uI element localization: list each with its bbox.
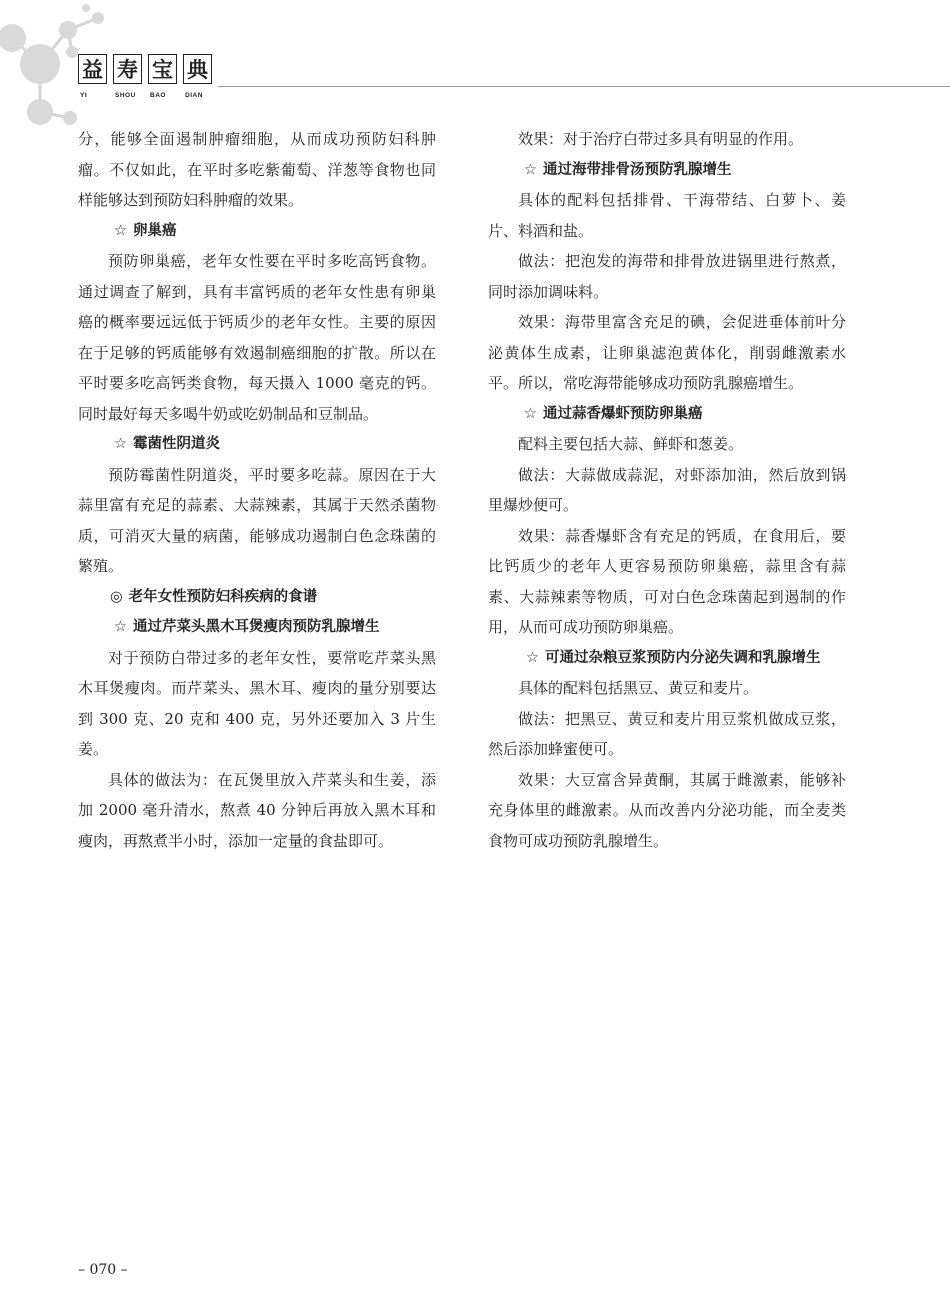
section-heading — [78, 216, 436, 247]
heading-text: 通过蒜香爆虾预防卵巢癌 — [543, 405, 703, 422]
pinyin-syllable: BAO — [150, 92, 166, 99]
title-char: 典 — [183, 54, 212, 84]
paragraph: 配料主要包括大蒜、鲜虾和葱姜。 — [518, 435, 744, 453]
section-heading — [488, 155, 846, 186]
pinyin-syllable: SHOU — [115, 92, 136, 99]
section-heading — [488, 643, 846, 674]
star-icon: ☆ — [114, 436, 127, 452]
book-title-logo — [78, 54, 218, 84]
star-icon: ☆ — [524, 405, 537, 422]
title-char: 寿 — [113, 54, 142, 84]
heading-text: 通过海带排骨汤预防乳腺增生 — [543, 161, 732, 178]
paragraph: 具体的配料包括黑豆、黄豆和麦片。 — [518, 679, 759, 697]
right-column — [488, 124, 846, 856]
heading-text: 霉菌性阴道炎 — [133, 436, 220, 452]
title-char: 宝 — [148, 54, 177, 84]
heading-text: 可通过杂粮豆浆预防内分泌失调和乳腺增生 — [545, 649, 821, 666]
paragraph: 效果：对于治疗白带过多具有明显的作用。 — [518, 130, 804, 148]
section-heading — [78, 429, 436, 460]
left-column — [78, 124, 436, 856]
paragraph: 具体的配料包括排骨、干海带结、白萝卜、姜片、料酒和盐。 — [488, 191, 846, 240]
paragraph: 做法：大蒜做成蒜泥，对虾添加油，然后放到锅里爆炒便可。 — [488, 465, 846, 514]
heading-text: 卵巢癌 — [133, 222, 177, 239]
star-icon: ☆ — [114, 619, 127, 635]
paragraph: 做法：把黑豆、黄豆和麦片用豆浆机做成豆浆，然后添加蜂蜜便可。 — [488, 709, 846, 758]
major-heading — [78, 582, 436, 613]
star-icon: ☆ — [524, 161, 537, 178]
paragraph: 具体的做法为：在瓦煲里放入芹菜头和生姜，添加 2000 毫升清水，熬煮 40 分钟后再放入黑木耳和瘦肉，再熬煮半小时，添加一定量的食盐即可。 — [78, 770, 436, 850]
paragraph: 预防卵巢癌，老年女性要在平时多吃高钙食物。通过调查了解到，具有丰富钙质的老年女性患有卵巢癌的概率要远远低于钙质少的老年女性。主要的原因在于足够的钙质能够有效遏制癌细胞的扩散。所以在平时要多吃高钙类食物，每天摄入 1000 毫克的钙。同时最好每天多喝牛奶或吃奶制品和豆制品。 — [78, 252, 436, 423]
paragraph: 效果：蒜香爆虾含有充足的钙质，在食用后，要比钙质少的老年人更容易预防卵巢癌，蒜里含有蒜素、大蒜辣素等物质，可对白色念珠菌起到遏制的作用，从而可成功预防卵巢癌。 — [488, 526, 846, 636]
heading-text: 老年女性预防妇科疾病的食谱 — [128, 588, 318, 605]
pinyin-syllable: YI — [80, 92, 88, 99]
paragraph: 对于预防白带过多的老年女性，要常吃芹菜头黑木耳煲瘦肉。而芹菜头、黑木耳、瘦肉的量分别要达到 300 克、20 克和 400 克，另外还要加入 3 片生姜。 — [78, 648, 436, 758]
paragraph: 效果：海带里富含充足的碘，会促进垂体前叶分泌黄体生成素，让卵巢滤泡黄体化，削弱雌激素水平。所以，常吃海带能够成功预防乳腺癌增生。 — [488, 313, 846, 392]
paragraph: 效果：大豆富含异黄酮，其属于雌激素，能够补充身体里的雌激素。从而改善内分泌功能，而全麦类食物可成功预防乳腺增生。 — [488, 770, 846, 850]
paragraph: 做法：把泡发的海带和排骨放进锅里进行熬煮，同时添加调味料。 — [488, 252, 846, 301]
section-heading — [78, 612, 436, 643]
header-rule — [218, 86, 950, 87]
star-icon: ☆ — [526, 649, 539, 666]
heading-text: 通过芹菜头黑木耳煲瘦肉预防乳腺增生 — [133, 619, 380, 635]
section-heading — [488, 399, 846, 430]
paragraph: 分，能够全面遏制肿瘤细胞，从而成功预防妇科肿瘤。不仅如此，在平时多吃紫葡萄、洋葱等食物也同样能够达到预防妇科肿瘤的效果。 — [78, 130, 436, 209]
title-char: 益 — [78, 54, 107, 84]
star-icon: ☆ — [114, 222, 127, 239]
pinyin-syllable: DIAN — [185, 92, 203, 99]
paragraph: 预防霉菌性阴道炎，平时要多吃蒜。原因在于大蒜里富有充足的蒜素、大蒜辣素，其属于天然杀菌物质，可消灭大量的病菌，能够成功遏制白色念珠菌的繁殖。 — [78, 465, 436, 575]
title-pinyin — [80, 92, 220, 99]
double-circle-icon: ◎ — [110, 588, 123, 605]
page-number: – 070 – — [78, 1262, 128, 1278]
